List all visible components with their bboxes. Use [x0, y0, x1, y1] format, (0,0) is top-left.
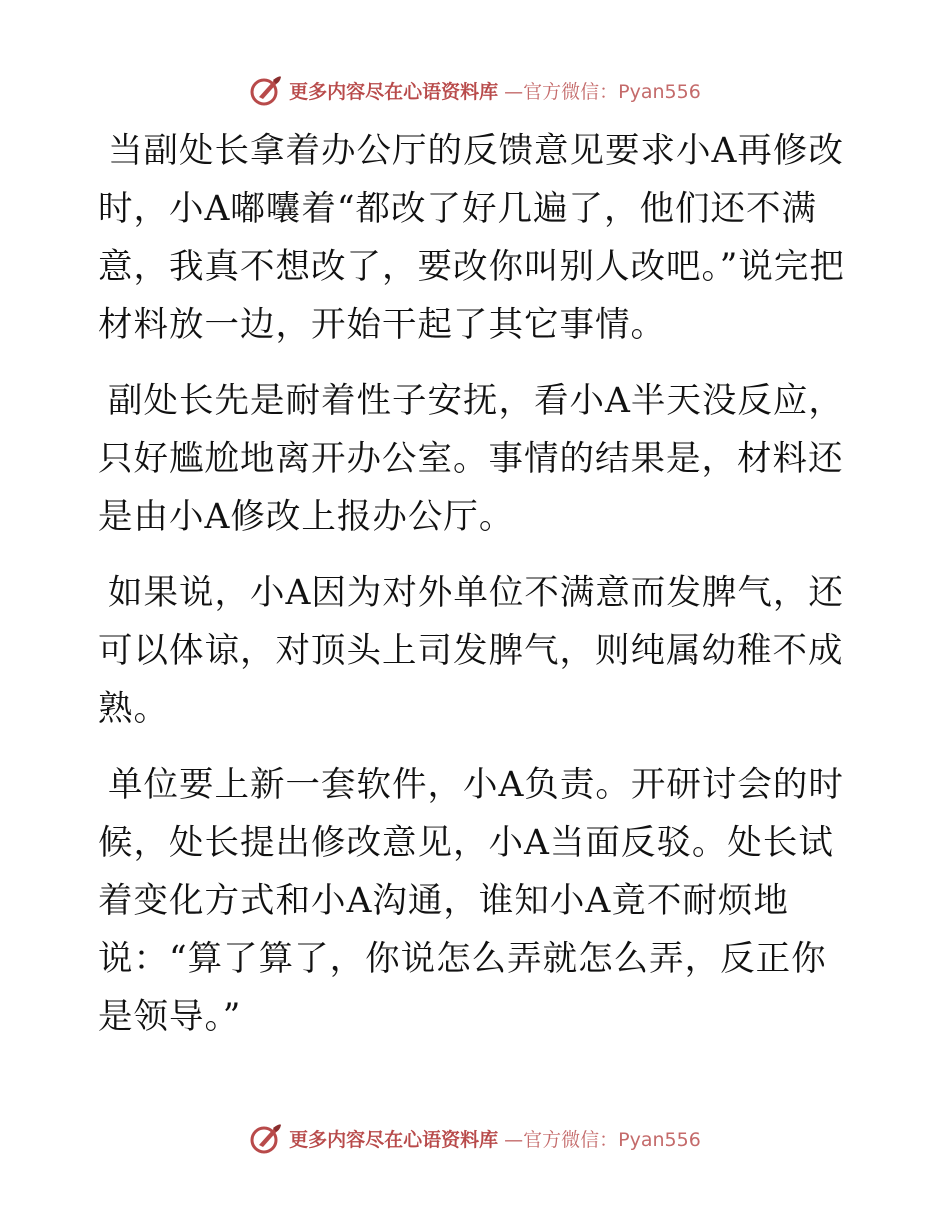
paragraph-2: 副处长先是耐着性子安抚，看小A半天没反应，只好尴尬地离开办公室。事情的结果是，材料还是由小A修改上报办公厅。	[98, 381, 844, 537]
header-watermark	[0, 70, 950, 110]
paragraph-1: 当副处长拿着办公厅的反馈意见要求小A再修改时，小A嘟囔着“都改了好几遍了，他们还不满意，我真不想改了，要改你叫别人改吧。”说完把材料放一边，开始干起了其它事情。	[98, 131, 845, 345]
watermark-wechat: —官方微信：Pyan556	[504, 80, 701, 103]
watermark-wechat: —官方微信：Pyan556	[504, 1128, 701, 1151]
paragraph-3: 如果说，小A因为对外单位不满意而发脾气，还可以体谅，对顶头上司发脾气，则纯属幼稚不成熟。	[98, 573, 844, 729]
watermark-brand: 更多内容尽在心语资料库	[289, 80, 499, 103]
quill-logo-icon	[249, 1121, 283, 1155]
paragraph-4: 单位要上新一套软件，小A负责。开研讨会的时候，处长提出修改意见，小A当面反驳。处长试着变化方式和小A沟通，谁知小A竟不耐烦地说：“算了算了，你说怎么弄就怎么弄，反正你是领导。”	[98, 765, 844, 1037]
document-body	[98, 122, 850, 1064]
watermark-brand: 更多内容尽在心语资料库	[289, 1128, 499, 1151]
footer-watermark	[0, 1118, 950, 1158]
quill-logo-icon	[249, 73, 283, 107]
